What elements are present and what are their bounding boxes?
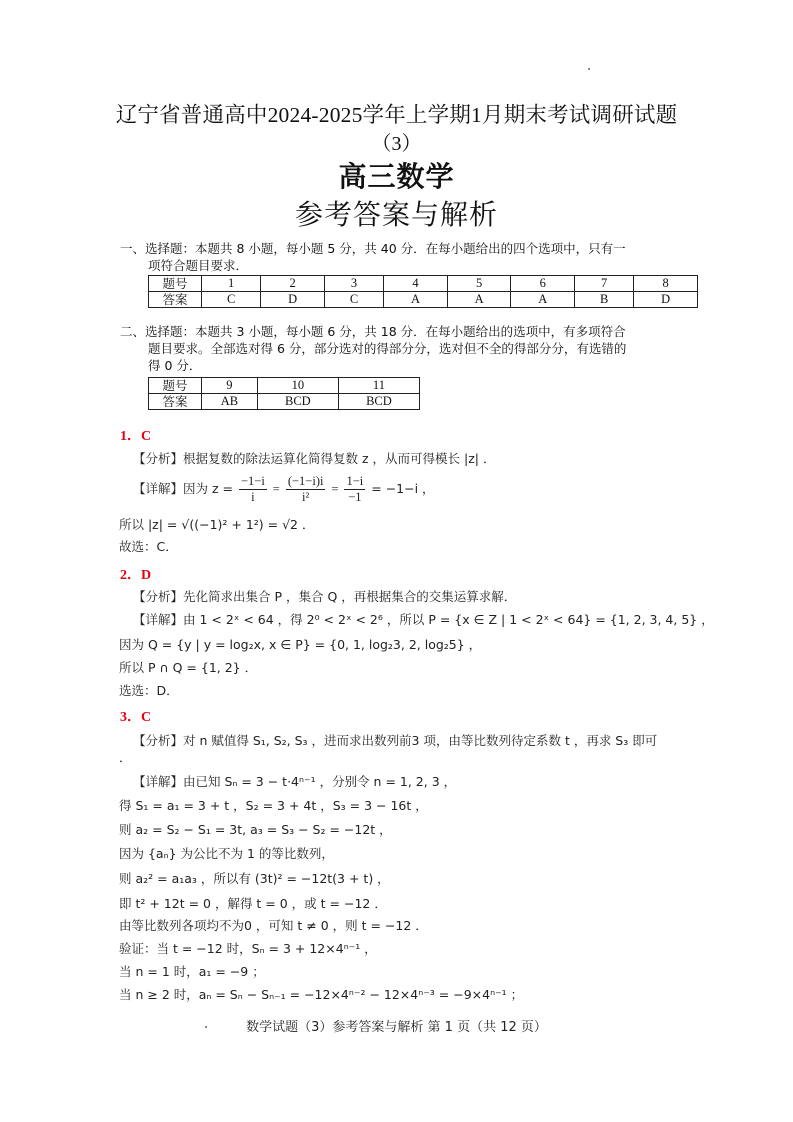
q1-analysis: 【分析】根据复数的除法运算化简得复数 z ，从而可得模长 |z| ． [133,451,496,466]
scan-dot [588,68,590,70]
doc-type-title: 参考答案与解析 [294,198,498,231]
exam-title: 辽宁省普通高中2024-2025学年上学期1月期末考试调研试题 [115,103,678,127]
answer-cell: C [202,292,261,308]
question-cell: 6 [511,276,575,292]
q2-detail: 【详解】由 1 < 2ˣ < 64 ，得 2⁰ < 2ˣ < 2⁶ ，所以 P = {x ∈ Z | 1 < 2ˣ < 64} = {1, 2, 3, 4, 5} ， [133,612,714,627]
denominator: −1 [348,490,362,504]
question-cell: 7 [575,276,634,292]
table-row-questions [149,378,420,394]
question-cell: 4 [384,276,448,292]
q3-detail-line: 则 a₂ = S₂ − S₁ = 3t, a₃ = S₃ − S₂ = −12t ， [119,822,392,837]
q3-detail-line: 则 a₂² = a₁a₃ ，所以有 (3t)² = −12t(3 + t) ， [119,871,390,886]
answer-cell: C [324,292,383,308]
q3-analysis-line1: 【分析】对 n 赋值得 S₁, S₂, S₃ ，进而求出数列前3 项，由等比数列待定系数 t ，再求 S₃ 即可 [133,733,658,748]
q3-detail-line: 【详解】由已知 Sₙ = 3 − t·4ⁿ⁻¹ ，分别令 n = 1, 2, 3 ， [133,774,457,789]
section1-intro [120,240,680,274]
q1-conclusion: 故选：C． [119,539,178,554]
answer-cell: AB [202,394,258,410]
question-cell: 1 [202,276,261,292]
table-row-answers [149,394,420,410]
q2-set-q: 因为 Q = {y | y = log₂x, x ∈ P} = {0, 1, log₂3, 2, log₂5} ， [119,637,482,652]
question-1-heading: 1．C [120,429,152,444]
q2-conclusion: 选选：D． [119,683,179,698]
numerator: (−1−i)i [287,474,324,488]
q1-modulus: 所以 |z| = √((−1)² + 1²) = √2 ． [119,517,315,532]
question-cell: 3 [324,276,383,292]
question-2-heading: 2．D [120,568,152,583]
section2-intro-line2: 题目要求。全部选对得 6 分，部分选对的得部分分，选对但不全的得部分分，有选错的 [148,341,627,356]
q1-fraction-3 [344,474,365,505]
question-cell: 5 [447,276,511,292]
question-3-heading: 3．C [120,710,152,725]
table-row-answers [149,292,698,308]
section2-intro-line3: 得 0 分． [148,358,202,373]
section2-intro-line1: 二、选择题：本题共 3 小题，每小题 6 分，共 18 分．在每小题给出的选项中，有多项符合 [120,324,626,339]
question-cell: 2 [261,276,325,292]
q2-intersection: 所以 P ∩ Q = {1, 2} ． [119,660,258,675]
numerator: −1−i [240,474,265,488]
q1-detail-suffix: = −1−i ， [371,481,435,496]
q1-fraction-2 [286,474,326,505]
page-footer: 数学试题（3）参考答案与解析 第 1 页（共 12 页） [246,1020,547,1035]
section1-intro-line1: 一、选择题：本题共 8 小题，每小题 5 分，共 40 分．在每小题给出的四个选项中，只有一 [120,241,626,256]
question-cell: 8 [634,276,698,292]
subject-title: 高三数学 [338,160,455,193]
denominator: i² [302,490,310,504]
section2-answer-table [148,377,420,410]
section2-intro [120,323,680,374]
section1-intro-line2: 项符合题目要求． [148,258,249,273]
q3-detail-line: 验证：当 t = −12 时，Sₙ = 3 + 12×4ⁿ⁻¹ ， [119,941,377,956]
question-cell: 11 [338,378,419,394]
question-cell: 9 [202,378,258,394]
answer-cell: D [634,292,698,308]
answer-cell: A [384,292,448,308]
q3-detail-line: 因为 {aₙ} 为公比不为 1 的等比数列， [119,846,334,861]
row-label: 题号 [149,276,202,292]
row-label: 答案 [149,292,202,308]
q3-detail-line: 当 n = 1 时，a₁ = −9 ； [119,964,265,979]
answer-cell: A [511,292,575,308]
exam-series: （3） [371,133,422,155]
question-cell: 10 [257,378,338,394]
q1-detail-prefix: 【详解】因为 z = [133,481,237,496]
q2-analysis: 【分析】先化简求出集合 P ，集合 Q ，再根据集合的交集运算求解． [133,589,517,604]
answer-cell: A [447,292,511,308]
denominator: i [251,490,255,504]
q3-detail-line: 由等比数列各项均不为0 ，可知 t ≠ 0 ，则 t = −12 ． [119,918,428,933]
q3-detail-line: 当 n ≥ 2 时，aₙ = Sₙ − Sₙ₋₁ = −12×4ⁿ⁻² − 12×4ⁿ⁻³ = −9×4ⁿ⁻¹ ； [119,987,524,1002]
q1-detail: 【详解】因为 z = $\frac{-1-i}{i}$ = $\frac{(-1-i)i}{\text{i²}}$ = $\frac{1-i}{-1}$ = −1−i ， [133,474,435,504]
row-label: 题号 [149,378,202,394]
q3-detail-line: 得 S₁ = a₁ = 3 + t ，S₂ = 3 + 4t ，S₃ = 3 − 16t ， [119,798,428,813]
table-row-questions [149,276,698,292]
answer-cell: B [575,292,634,308]
answer-cell: D [261,292,325,308]
q3-detail-line: 即 t² + 12t = 0 ，解得 t = 0 ，或 t = −12 ． [119,896,387,911]
numerator: 1−i [346,474,364,488]
row-label: 答案 [149,394,202,410]
answer-cell: BCD [257,394,338,410]
q3-analysis-line2: ． [119,750,132,765]
section1-answer-table [148,275,698,308]
answer-cell: BCD [338,394,419,410]
q1-fraction-1 [239,474,267,505]
